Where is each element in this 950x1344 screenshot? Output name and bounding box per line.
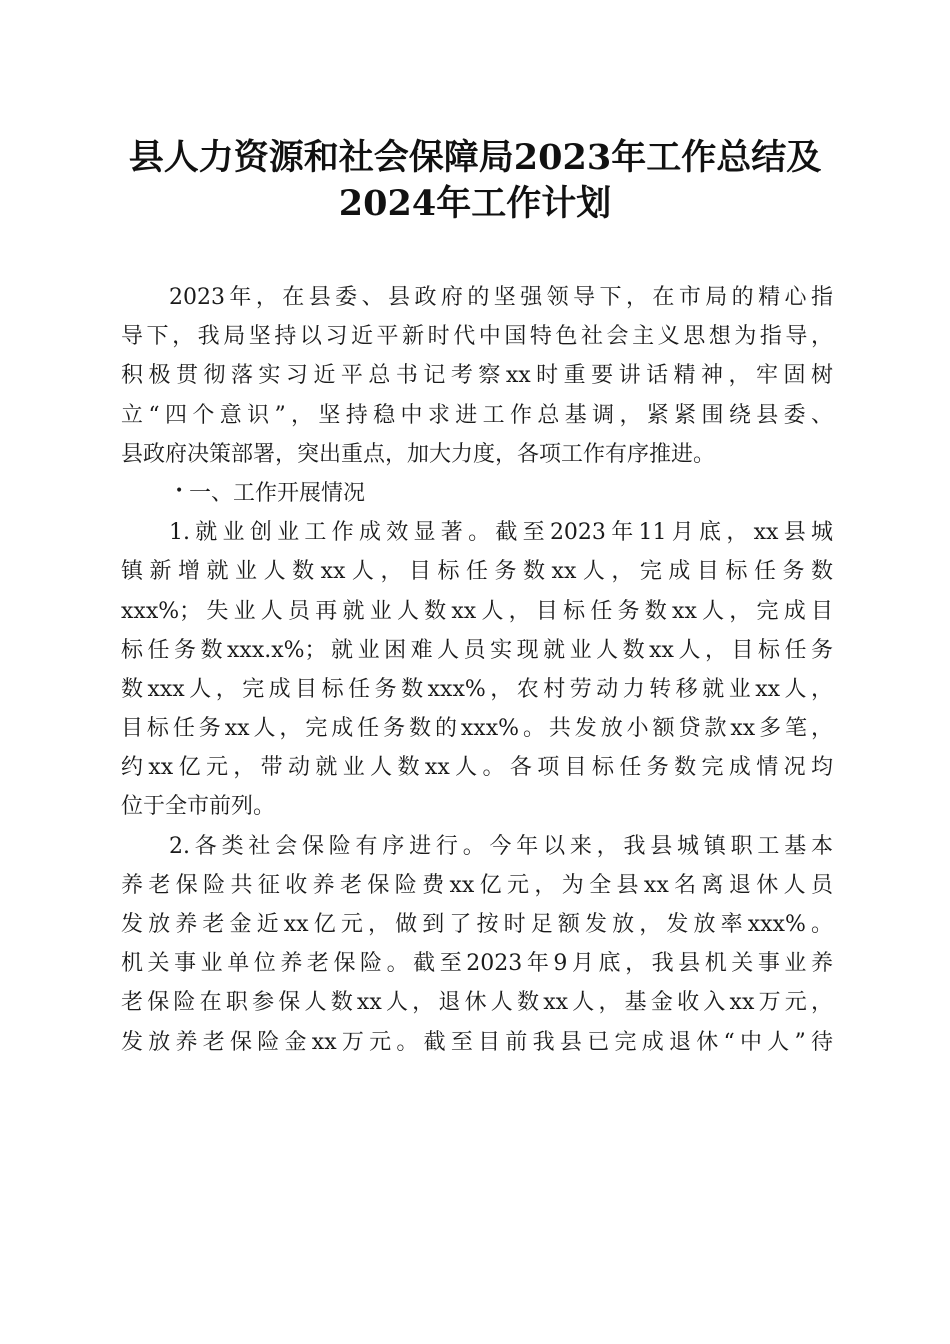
item2-line-5: 老保险在职参保人数xx人，退休人数xx人，基金收入xx万元， (121, 990, 833, 1016)
document-body (121, 278, 833, 1062)
item1-line-1: 1.就业创业工作成效显著。截至2023年11月底，xx县城 (169, 520, 833, 546)
item1-line-5: 数xxx人，完成目标任务数xxx%，农村劳动力转移就业xx人， (121, 676, 833, 702)
intro-line-4: 立“四个意识”，坚持稳中求进工作总基调，紧紧围绕县委、 (121, 402, 833, 428)
item1-line-2: 镇新增就业人数xx人，目标任务数xx人，完成目标任务数 (121, 559, 833, 585)
item1-line-8: 位于全市前列。 (121, 794, 276, 820)
intro-line-2: 导下，我局坚持以习近平新时代中国特色社会主义思想为指导， (121, 324, 833, 350)
item2-line-6: 发放养老保险金xx万元。截至目前我县已完成退休“中人”待 (121, 1029, 833, 1055)
item2-line-1: 2.各类社会保险有序进行。今年以来，我县城镇职工基本 (169, 833, 833, 859)
document-title-line-2: 2024年工作计划 (338, 183, 612, 224)
item2-line-2: 养老保险共征收养老保险费xx亿元，为全县xx名离退休人员 (121, 872, 833, 898)
document-title-line-1: 县人力资源和社会保障局2023年工作总结及 (128, 137, 822, 178)
section-heading-text: 一、工作开展情况 (189, 480, 366, 506)
item2-line-4: 机关事业单位养老保险。截至2023年9月底，我县机关事业养 (121, 951, 833, 977)
item1-line-6: 目标任务xx人，完成任务数的xxx%。共发放小额贷款xx多笔， (121, 716, 833, 742)
item1-line-7: 约xx亿元，带动就业人数xx人。各项目标任务数完成情况均 (121, 755, 833, 781)
section-heading (121, 474, 833, 513)
intro-line-1: 2023年，在县委、县政府的坚强领导下，在市局的精心指 (169, 285, 833, 310)
item1-line-3: xxx%；失业人员再就业人数xx人，目标任务数xx人，完成目 (121, 598, 833, 624)
intro-line-3: 积极贯彻落实习近平总书记考察xx时重要讲话精神，牢固树 (121, 363, 833, 389)
item1-line-4: 标任务数xxx.x%；就业困难人员实现就业人数xx人，目标任务 (121, 637, 833, 663)
intro-line-5: 县政府决策部署，突出重点，加大力度，各项工作有序推进。 (121, 441, 716, 467)
bullet-icon: • (175, 483, 184, 500)
item2-line-3: 发放养老金近xx亿元，做到了按时足额发放，发放率xxx%。 (121, 912, 833, 937)
